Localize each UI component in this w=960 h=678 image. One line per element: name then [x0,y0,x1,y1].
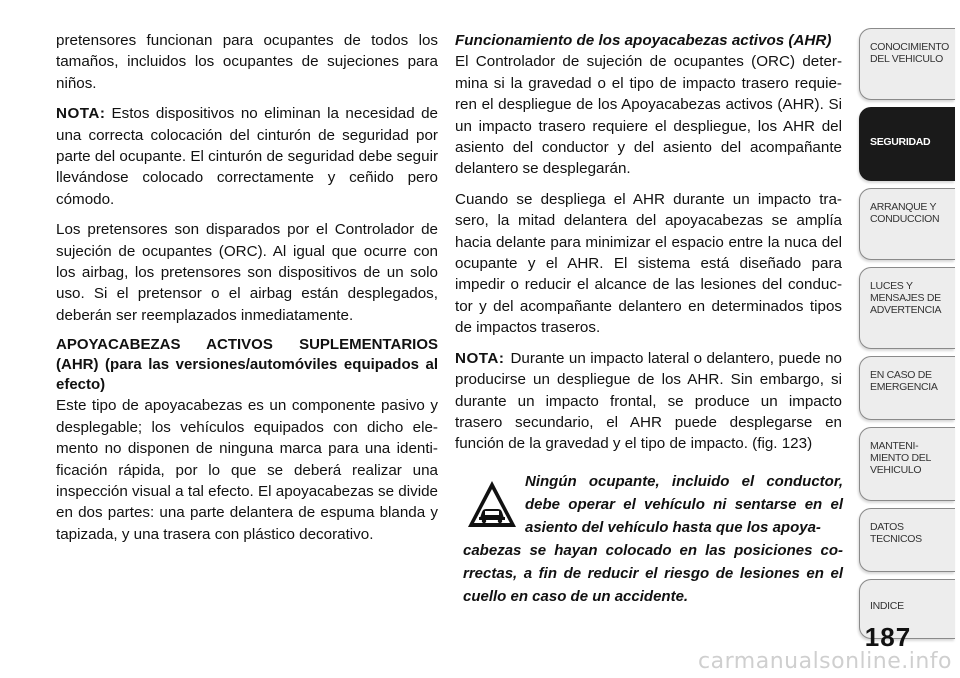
watermark: carmanualsonline.info [698,649,952,674]
page-number: 187 [864,622,912,652]
note-paragraph [56,103,438,210]
note-text: Estos dispositivos no eliminan la necesidad de una correcta colocación del cinturón de seguridad por parte del ocupante. El cinturón de seguridad debe seguir llevándose colocado correctamente y ceñido pero cómodo. [56,105,438,208]
note-text: Durante un impacto lateral o delantero, puede no producirse un despliegue de los AHR. Sin embargo, si durante un impacto frontal, se produce un impacto trasero secundario, el AHR puede desplegarse en función de la gravedad y el tipo de impacto. (fig. 123) [455,349,842,453]
tab-emergencia[interactable]: EN CASO DE EMERGENCIA [859,356,955,420]
tab-seguridad[interactable]: SEGURIDAD [859,107,955,181]
paragraph: pretensores funcionan para ocupantes de todos los tamaños, incluidos los ocupantes de sujeciones para niños. [56,32,438,92]
left-column [56,30,438,554]
warning-text-continued: cabezas se hayan colocado en las posiciones co-rrectas, a fin de reducir el riesgo de lesiones en el cuello en caso de un accidente. [463,542,843,605]
paragraph: Este tipo de apoyacabezas es un componente pasivo y desplegable; los vehículos equipados con dicho ele-mento no disponen de ninguna marca para una identi-ficación rápida, por lo que se deberá realizar una inspección visual a tal efecto. El apoyacabezas se divide en dos partes: una parte delantera de espuma blanda y tapizada, y una trasera con plástico decorativo. [56,397,438,543]
paragraph: Los pretensores son disparados por el Controlador de sujeción de ocupantes (ORC). Al igual que ocurre con los airbag, los pretensores son dispositivos de un solo uso. Si el pretensor o el airbag están desplegados, deberán ser reemplazados inmediatamente. [56,221,438,324]
tab-mantenimiento[interactable]: MANTENI- MIENTO DEL VEHICULO [859,427,955,501]
right-column [455,30,842,464]
tab-arranque[interactable]: ARRANQUE Y CONDUCCION [859,188,955,260]
paragraph: El Controlador de sujeción de ocupantes (ORC) deter-mina si la gravedad o el tipo de impacto trasero requie-ren el despliegue de los Apoyacabezas activos (AHR). Si un impacto trasero requiere el despliegue, los AHR del asiento del conductor y del asiento del acompañante delantero se desplegarán. [455,53,842,178]
tab-indice[interactable]: INDICE [859,579,955,639]
note-label: NOTA: [455,349,505,367]
note-label: NOTA: [56,105,106,123]
section-heading: APOYACABEZAS ACTIVOS SUPLEMENTARIOS (AHR) (para las versiones/automóviles equipados al efecto) [56,336,438,394]
sidebar-tabs [859,28,960,646]
warning-box [463,470,843,608]
sub-heading: Funcionamiento de los apoyacabezas activos (AHR) [455,32,832,49]
warning-text: Ningún ocupante, incluido el conductor, debe operar el vehículo ni sentarse en el asiento del vehículo hasta que los apoya- [525,473,843,536]
paragraph: Cuando se despliega el AHR durante un impacto tra-sero, la mitad delantera del apoyacabezas se amplía hacia delante para minimizar el espacio entre la nuca del ocupante y el AHR. El sistema está diseñado para impedir o reducir el alcance de las lesiones del conduc-tor y del acompañante delantero en determinados tipos de impactos traseros. [455,190,842,337]
tab-conocimiento[interactable]: CONOCIMIENTO DEL VEHICULO [859,28,955,100]
tab-luces[interactable]: LUCES Y MENSAJES DE ADVERTENCIA [859,267,955,349]
tab-datos[interactable]: DATOS TECNICOS [859,508,955,572]
note-paragraph [455,348,842,455]
